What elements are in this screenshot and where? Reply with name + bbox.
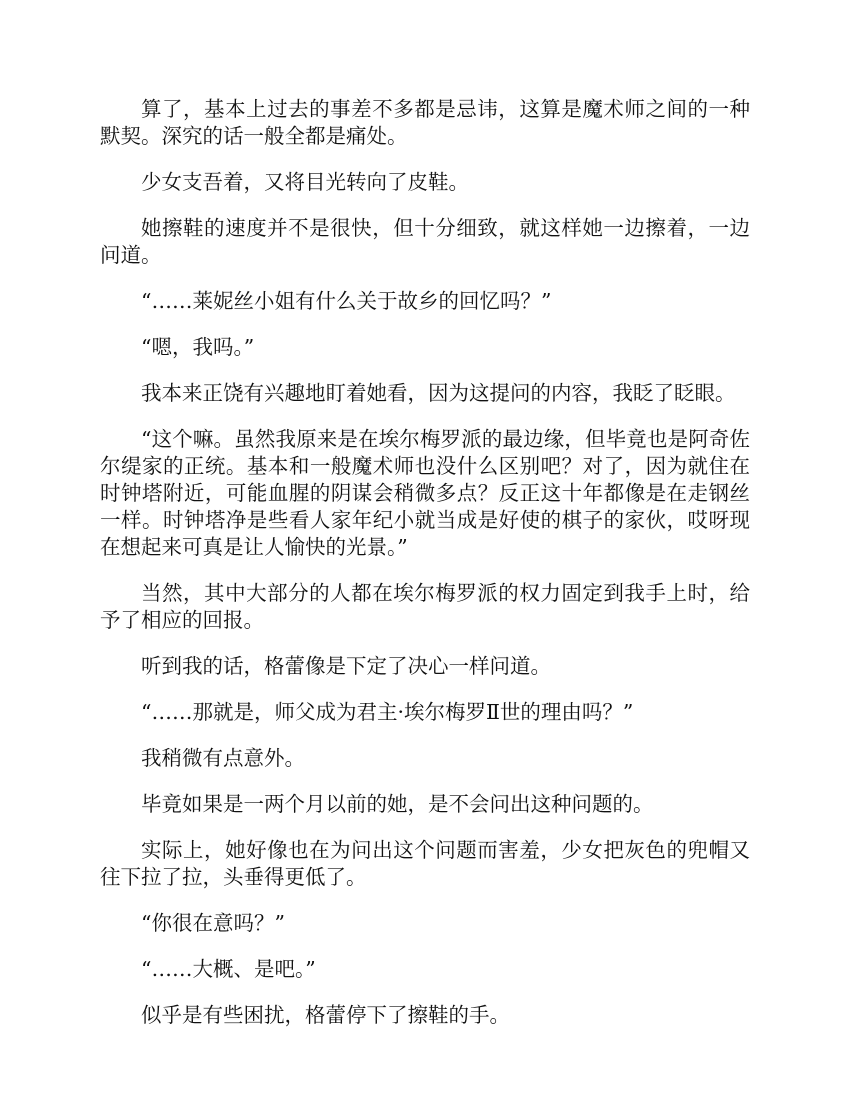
paragraph-14: “你很在意吗？” xyxy=(141,911,285,935)
paragraph-3: 她擦鞋的速度并不是很快，但十分细致，就这样她一边擦着，一边问道。 xyxy=(100,216,750,267)
paragraph-2: 少女支吾着，又将目光转向了皮鞋。 xyxy=(141,170,469,194)
paragraph-11: 我稍微有点意外。 xyxy=(141,746,305,770)
paragraph-16: 似乎是有些困扰，格蕾停下了擦鞋的手。 xyxy=(141,1003,510,1027)
paragraph-12: 毕竟如果是一两个月以前的她，是不会问出这种问题的。 xyxy=(141,792,654,816)
paragraph-15: “……大概、是吧。” xyxy=(141,957,316,981)
paragraph-6: 我本来正饶有兴趣地盯着她看，因为这提问的内容，我眨了眨眼。 xyxy=(141,381,736,405)
document-body xyxy=(100,96,750,1048)
paragraph-10: “……那就是，师父成为君主·埃尔梅罗Ⅱ世的理由吗？” xyxy=(141,700,634,724)
paragraph-13: 实际上，她好像也在为问出这个问题而害羞，少女把灰色的兜帽又往下拉了拉，头垂得更低了。 xyxy=(100,838,750,889)
paragraph-5: “嗯，我吗。” xyxy=(141,335,255,359)
paragraph-1: 算了，基本上过去的事差不多都是忌讳，这算是魔术师之间的一种默契。深究的话一般全都是痛处。 xyxy=(100,97,750,148)
paragraph-4: “……莱妮丝小姐有什么关于故乡的回忆吗？” xyxy=(141,289,552,313)
paragraph-7: “这个嘛。虽然我原来是在埃尔梅罗派的最边缘，但毕竟也是阿奇佐尔缇家的正统。基本和一般魔术师也没什么区别吧？对了，因为就住在时钟塔附近，可能血腥的阴谋会稍微多点？反正这十年都像是在走钢丝一样。时钟塔净是些看人家年纪小就当成是好使的棋子的家伙，哎呀现在想起来可真是让人愉快的光景。” xyxy=(100,427,750,559)
paragraph-8: 当然，其中大部分的人都在埃尔梅罗派的权力固定到我手上时，给予了相应的回报。 xyxy=(100,581,750,632)
paragraph-9: 听到我的话，格蕾像是下定了决心一样问道。 xyxy=(141,654,551,678)
